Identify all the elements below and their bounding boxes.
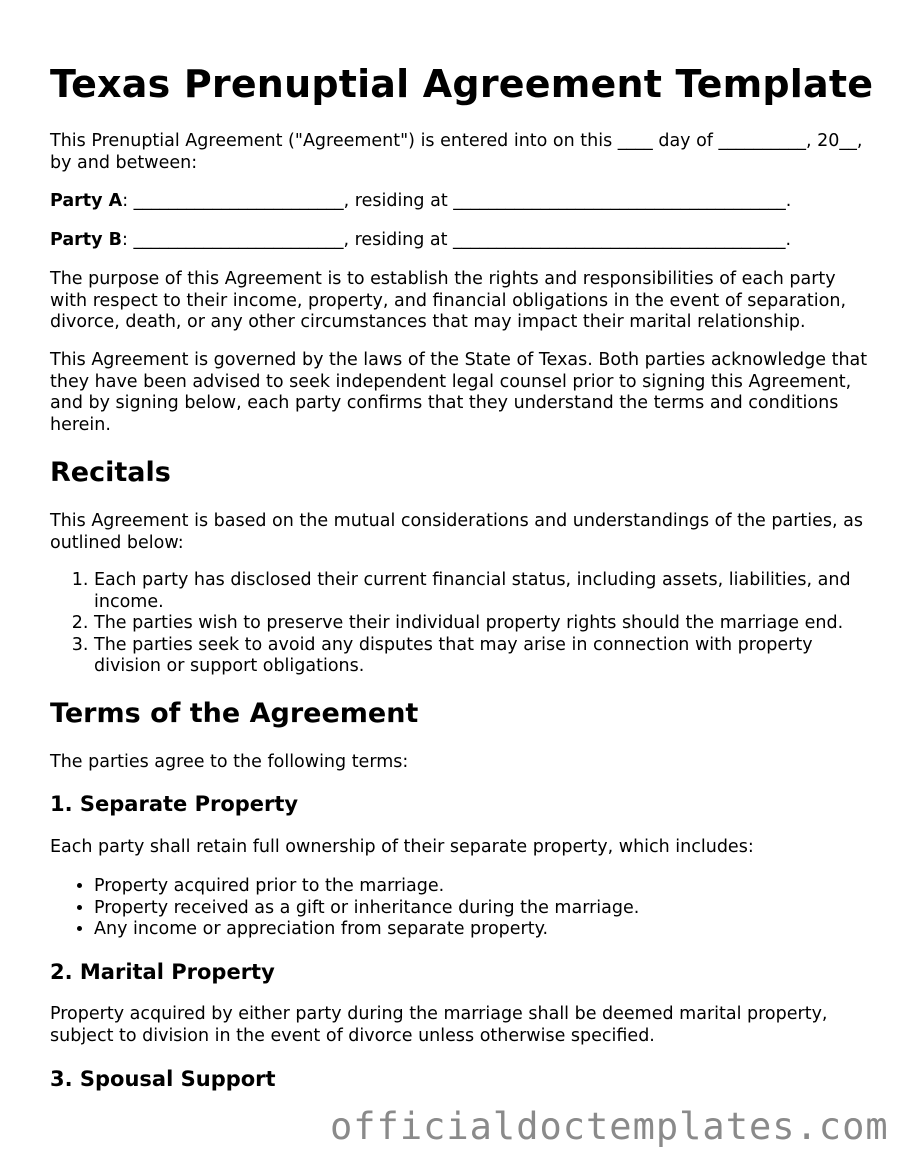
terms-intro: The parties agree to the following terms:: [50, 752, 409, 772]
list-item: • Property received as a gift or inheritance during the marriage.: [94, 898, 869, 920]
marital-property-heading: 2. Marital Property: [50, 960, 275, 984]
list-item: 1. Each party has disclosed their current financial status, including assets, liabilities, and income.: [94, 570, 869, 613]
watermark: officialdoctemplates.com: [330, 1105, 889, 1148]
document-title: Texas Prenuptial Agreement Template: [50, 62, 874, 106]
recitals-intro: This Agreement is based on the mutual considerations and understandings of the parties, as outlined below:: [50, 511, 863, 553]
separate-property-list: [50, 876, 869, 941]
list-item: 2. The parties wish to preserve their individual property rights should the marriage end.: [94, 613, 869, 635]
separate-property-intro: Each party shall retain full ownership of their separate property, which includes:: [50, 837, 754, 857]
governing-paragraph: This Agreement is governed by the laws of the State of Texas. Both parties acknowledge that they have been advised to seek independent legal counsel prior to signing this Agreement, and by signing below, each party confirms that they understand the terms and conditions herein.: [50, 350, 868, 435]
purpose-paragraph: The purpose of this Agreement is to establish the rights and responsibilities of each party with respect to their income, property, and financial obligations in the event of separation, divorce, death, or any other circumstances that may impact their marital relationship.: [50, 269, 847, 332]
party-a-label: Party A: [50, 191, 123, 211]
recitals-list: [50, 570, 869, 678]
party-b-text: : ________________________, residing at ______________________________________.: [122, 230, 792, 250]
list-item: 3. The parties seek to avoid any disputes that may arise in connection with property division or support obligations.: [94, 635, 869, 678]
terms-heading: Terms of the Agreement: [50, 698, 419, 729]
list-item: • Any income or appreciation from separate property.: [94, 919, 869, 941]
party-a-text: : ________________________, residing at ______________________________________.: [122, 191, 792, 211]
recitals-heading: Recitals: [50, 457, 171, 488]
list-item: • Property acquired prior to the marriage.: [94, 876, 869, 898]
party-b-line: [50, 230, 868, 252]
party-a-line: [50, 191, 868, 213]
party-b-label: Party B: [50, 230, 122, 250]
spousal-support-heading: 3. Spousal Support: [50, 1067, 276, 1091]
marital-property-text: Property acquired by either party during the marriage shall be deemed marital property, subject to division in the event of divorce unless otherwise specified.: [50, 1004, 828, 1046]
intro-paragraph: This Prenuptial Agreement ("Agreement") is entered into on this ____ day of __________, 20__, by and between:: [50, 131, 863, 173]
separate-property-heading: 1. Separate Property: [50, 792, 299, 816]
